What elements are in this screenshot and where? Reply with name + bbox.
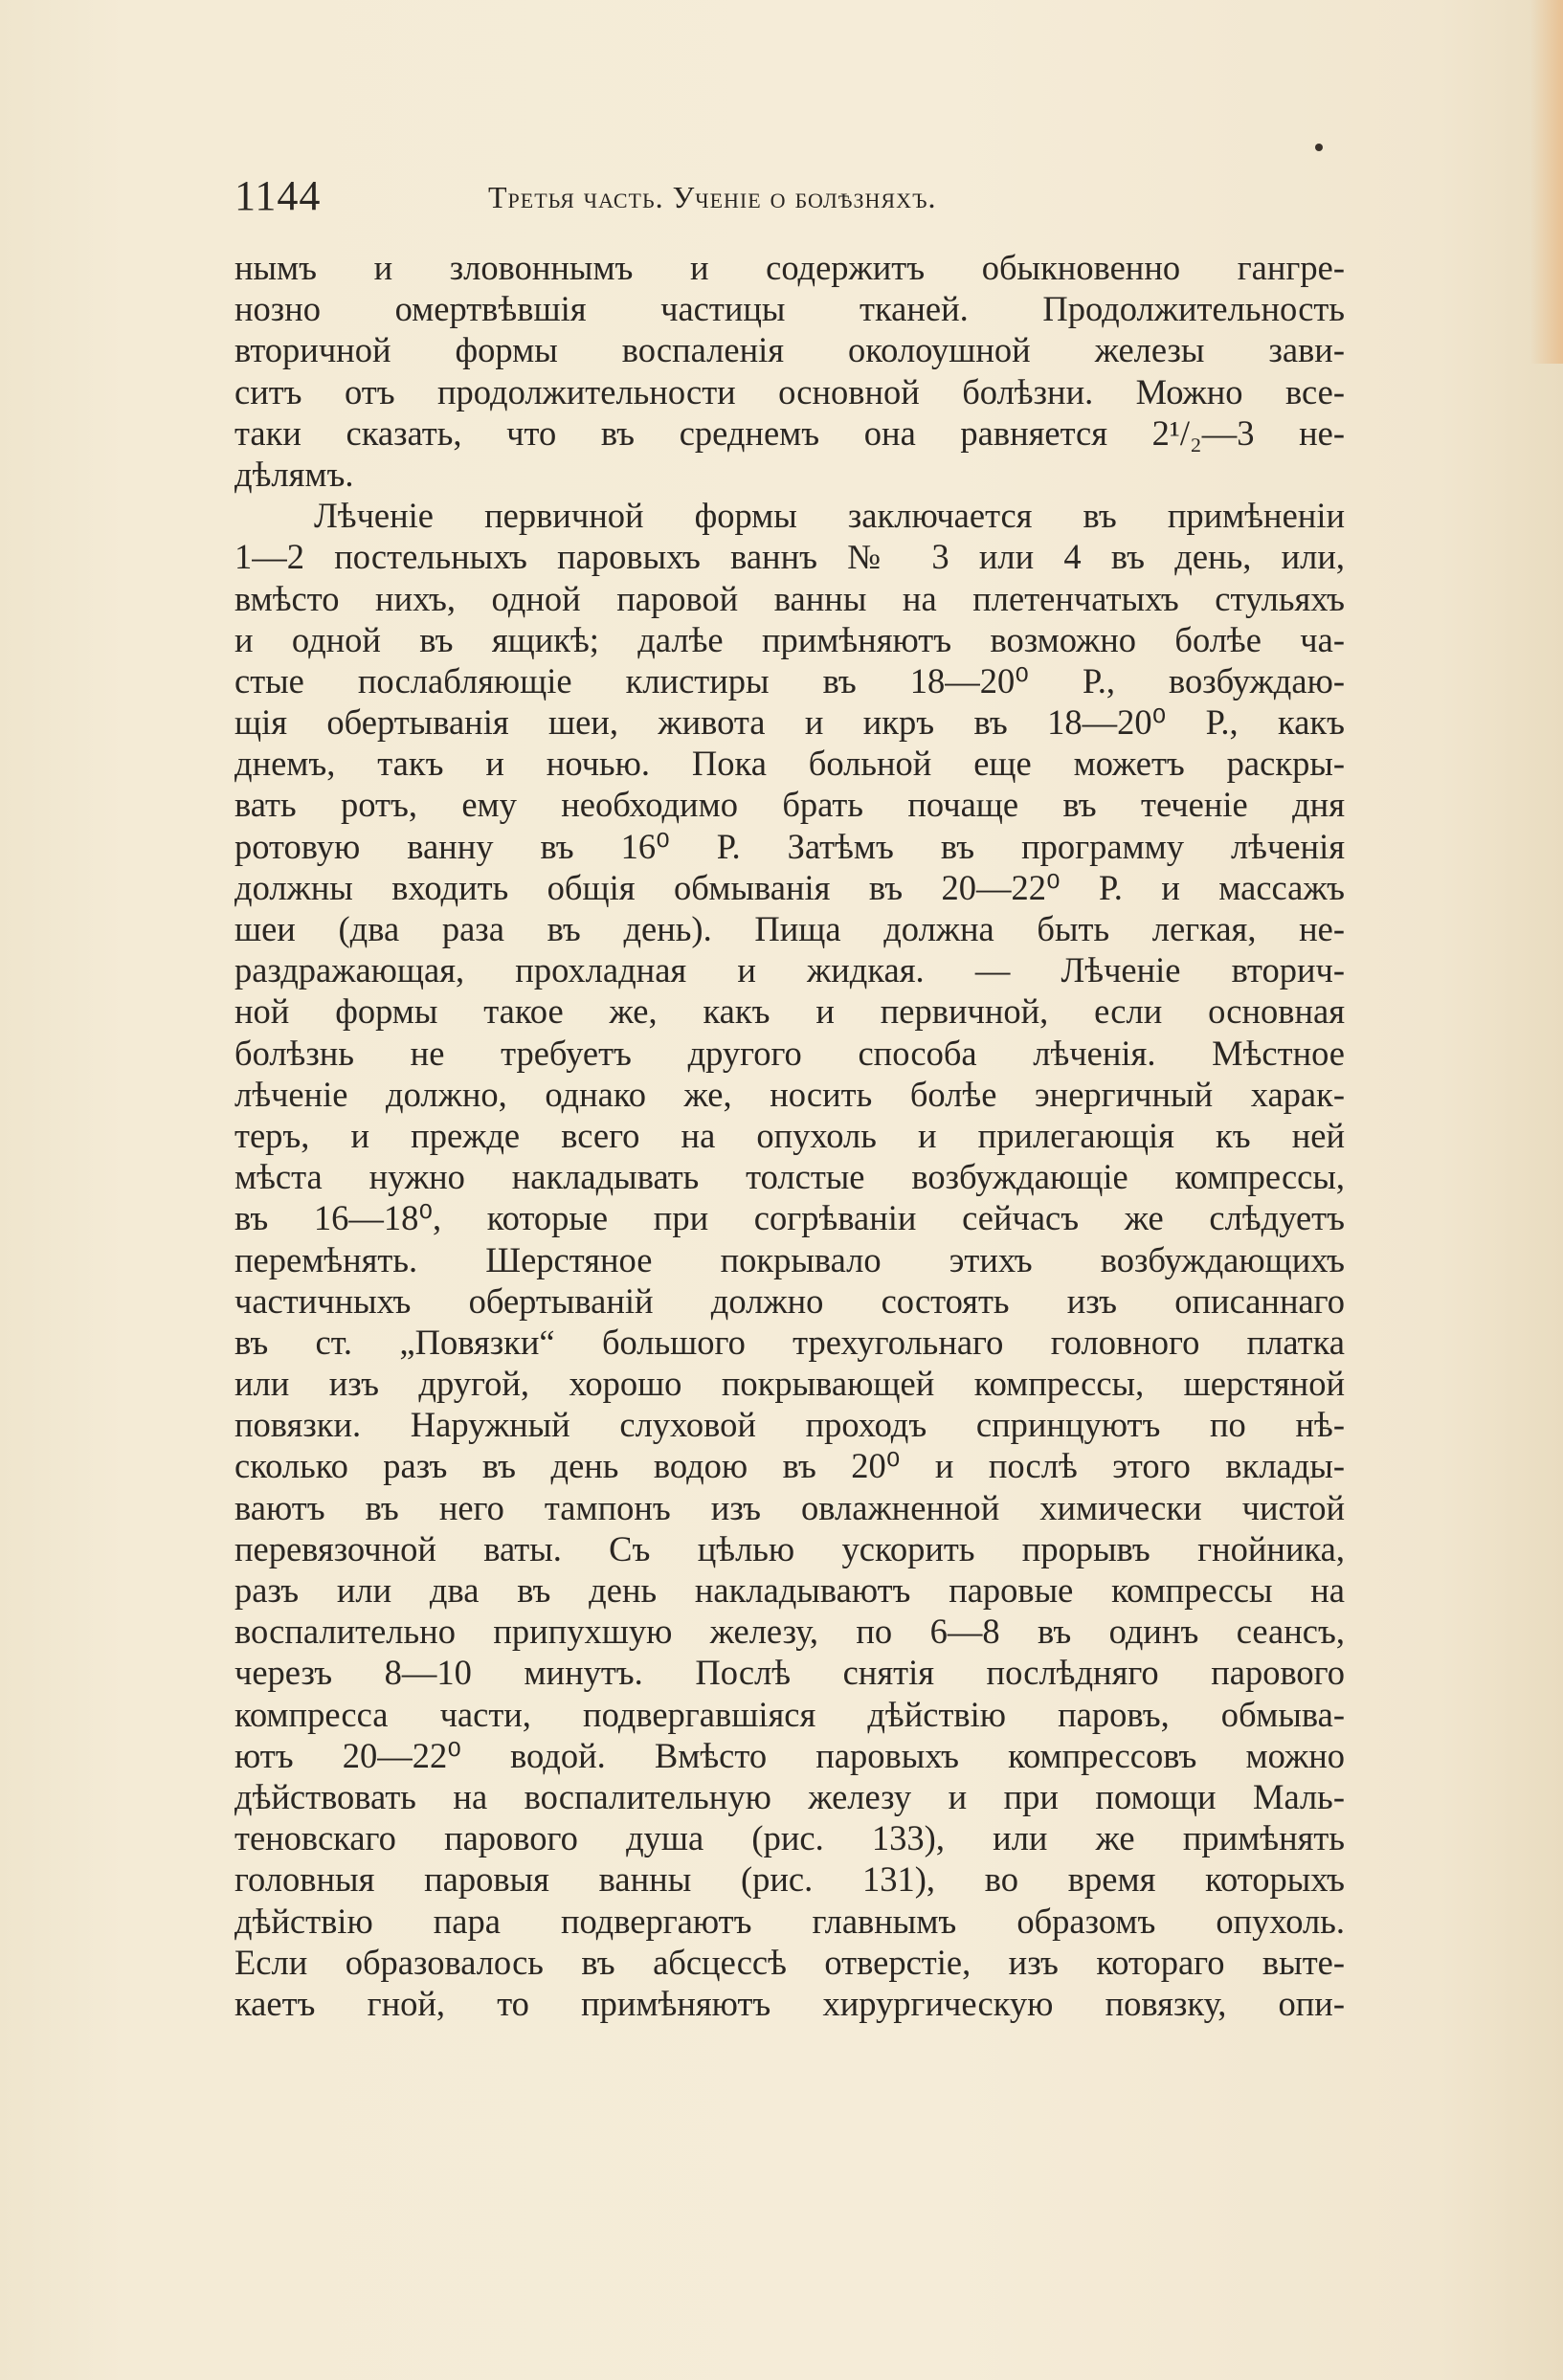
text-line: вторичной формы воспаленія околоушной железы зави- — [234, 330, 1345, 370]
text-line: нозно омертвѣвшія частицы тканей. Продолжительность — [234, 289, 1345, 329]
text-line: днемъ, такъ и ночью. Пока больной еще можетъ раскры- — [234, 744, 1345, 784]
text-line: шеи (два раза въ день). Пища должна быть легкая, не- — [234, 909, 1345, 948]
page-header — [234, 167, 1326, 225]
text-line: Если образовалось въ абсцессѣ отверстіе, изъ котораго выте- — [234, 1942, 1345, 1982]
text-line: частичныхъ обертываній должно состоять изъ описаннаго — [234, 1280, 1345, 1321]
text-line: лѣченіе должно, однако же, носить болѣе энергичный харак- — [234, 1074, 1345, 1114]
text-line: ваютъ въ него тампонъ изъ овлажненной химически чистой — [234, 1487, 1345, 1527]
text-line: нымъ и зловоннымъ и содержитъ обыкновенно гангре- — [234, 248, 1345, 287]
text-line: раздражающая, прохладная и жидкая. — Лѣченіе вторич- — [234, 950, 1345, 990]
text-line: стые послабляющіе клистиры въ 18—20⁰ Р., возбуждаю- — [234, 660, 1345, 701]
text-line: въ ст. „Повязки“ большого трехугольнаго головного платка — [234, 1322, 1345, 1362]
text-line: головныя паровыя ванны (рис. 131), во время которыхъ — [234, 1859, 1345, 1900]
text-line: въ 16—18⁰, которые при согрѣваніи сейчасъ же слѣдуетъ — [234, 1198, 1345, 1238]
text-line: каетъ гной, то примѣняютъ хирургическую повязку, опи- — [234, 1983, 1345, 2023]
text-line: щія обертыванія шеи, живота и икръ въ 18—20⁰ Р., какъ — [234, 702, 1345, 743]
text-line: черезъ 8—10 минутъ. Послѣ снятія послѣдняго парового — [234, 1653, 1345, 1693]
text-line: или изъ другой, хорошо покрывающей компрессы, шерстяной — [234, 1364, 1345, 1404]
text-line: дѣйствовать на воспалительную железу и при помощи Маль- — [234, 1776, 1345, 1816]
body-text — [234, 247, 1345, 2024]
text-line: разъ или два въ день накладываютъ паровые компрессы на — [234, 1570, 1345, 1610]
text-line: дѣйствію пара подвергаютъ главнымъ образомъ опухоль. — [234, 1901, 1345, 1941]
text-line: ротовую ванну въ 16⁰ Р. Затѣмъ въ программу лѣченія — [234, 826, 1345, 866]
text-line: таки сказать, что въ среднемъ она равняется 2¹/₂—3 не- — [234, 412, 1345, 453]
running-head: Третья часть. Ученіе о болѣзняхъ. — [488, 180, 937, 214]
text-line: вать ротъ, ему необходимо брать почаще въ теченіе дня — [234, 785, 1345, 825]
text-line: теръ, и прежде всего на опухоль и прилегающія къ ней — [234, 1115, 1345, 1155]
text-line: воспалительно припухшую железу, по 6—8 въ одинъ сеансъ, — [234, 1612, 1345, 1652]
text-line: повязки. Наружный слуховой проходъ спринцуютъ по нѣ- — [234, 1405, 1345, 1445]
text-line: теновскаго парового душа (рис. 133), или же примѣнять — [234, 1818, 1345, 1858]
text-line: ютъ 20—22⁰ водой. Вмѣсто паровыхъ компрессовъ можно — [234, 1735, 1345, 1775]
text-line: Лѣченіе первичной формы заключается въ примѣненіи — [314, 496, 1345, 536]
text-line: болѣзнь не требуетъ другого способа лѣченія. Мѣстное — [234, 1033, 1345, 1073]
page-number: 1144 — [234, 172, 322, 219]
text-line: ной формы такое же, какъ и первичной, если основная — [234, 991, 1345, 1032]
text-line: ситъ отъ продолжительности основной болѣзни. Можно все- — [234, 371, 1345, 411]
text-line: мѣста нужно накладывать толстые возбуждающіе компрессы, — [234, 1157, 1345, 1197]
text-line: сколько разъ въ день водою въ 20⁰ и послѣ этого вклады- — [234, 1446, 1345, 1486]
text-line: вмѣсто нихъ, одной паровой ванны на плетенчатыхъ стульяхъ — [234, 578, 1345, 618]
text-line: перевязочной ваты. Съ цѣлью ускорить прорывъ гнойника, — [234, 1528, 1345, 1568]
ink-dot — [1315, 144, 1323, 151]
text-line: 1—2 постельныхъ паровыхъ ваннъ № 3 или 4 въ день, или, — [234, 537, 1345, 577]
page-edge-tint — [1530, 0, 1563, 364]
text-line: перемѣнять. Шерстяное покрывало этихъ возбуждающихъ — [234, 1239, 1345, 1279]
text-line: и одной въ ящикѣ; далѣе примѣняютъ возможно болѣе ча- — [234, 619, 1345, 659]
text-line: дѣлямъ. — [234, 454, 354, 494]
text-line: должны входить общія обмыванія въ 20—22⁰ Р. и массажъ — [234, 867, 1345, 907]
text-line: компресса части, подвергавшіяся дѣйствію паровъ, обмыва- — [234, 1694, 1345, 1734]
